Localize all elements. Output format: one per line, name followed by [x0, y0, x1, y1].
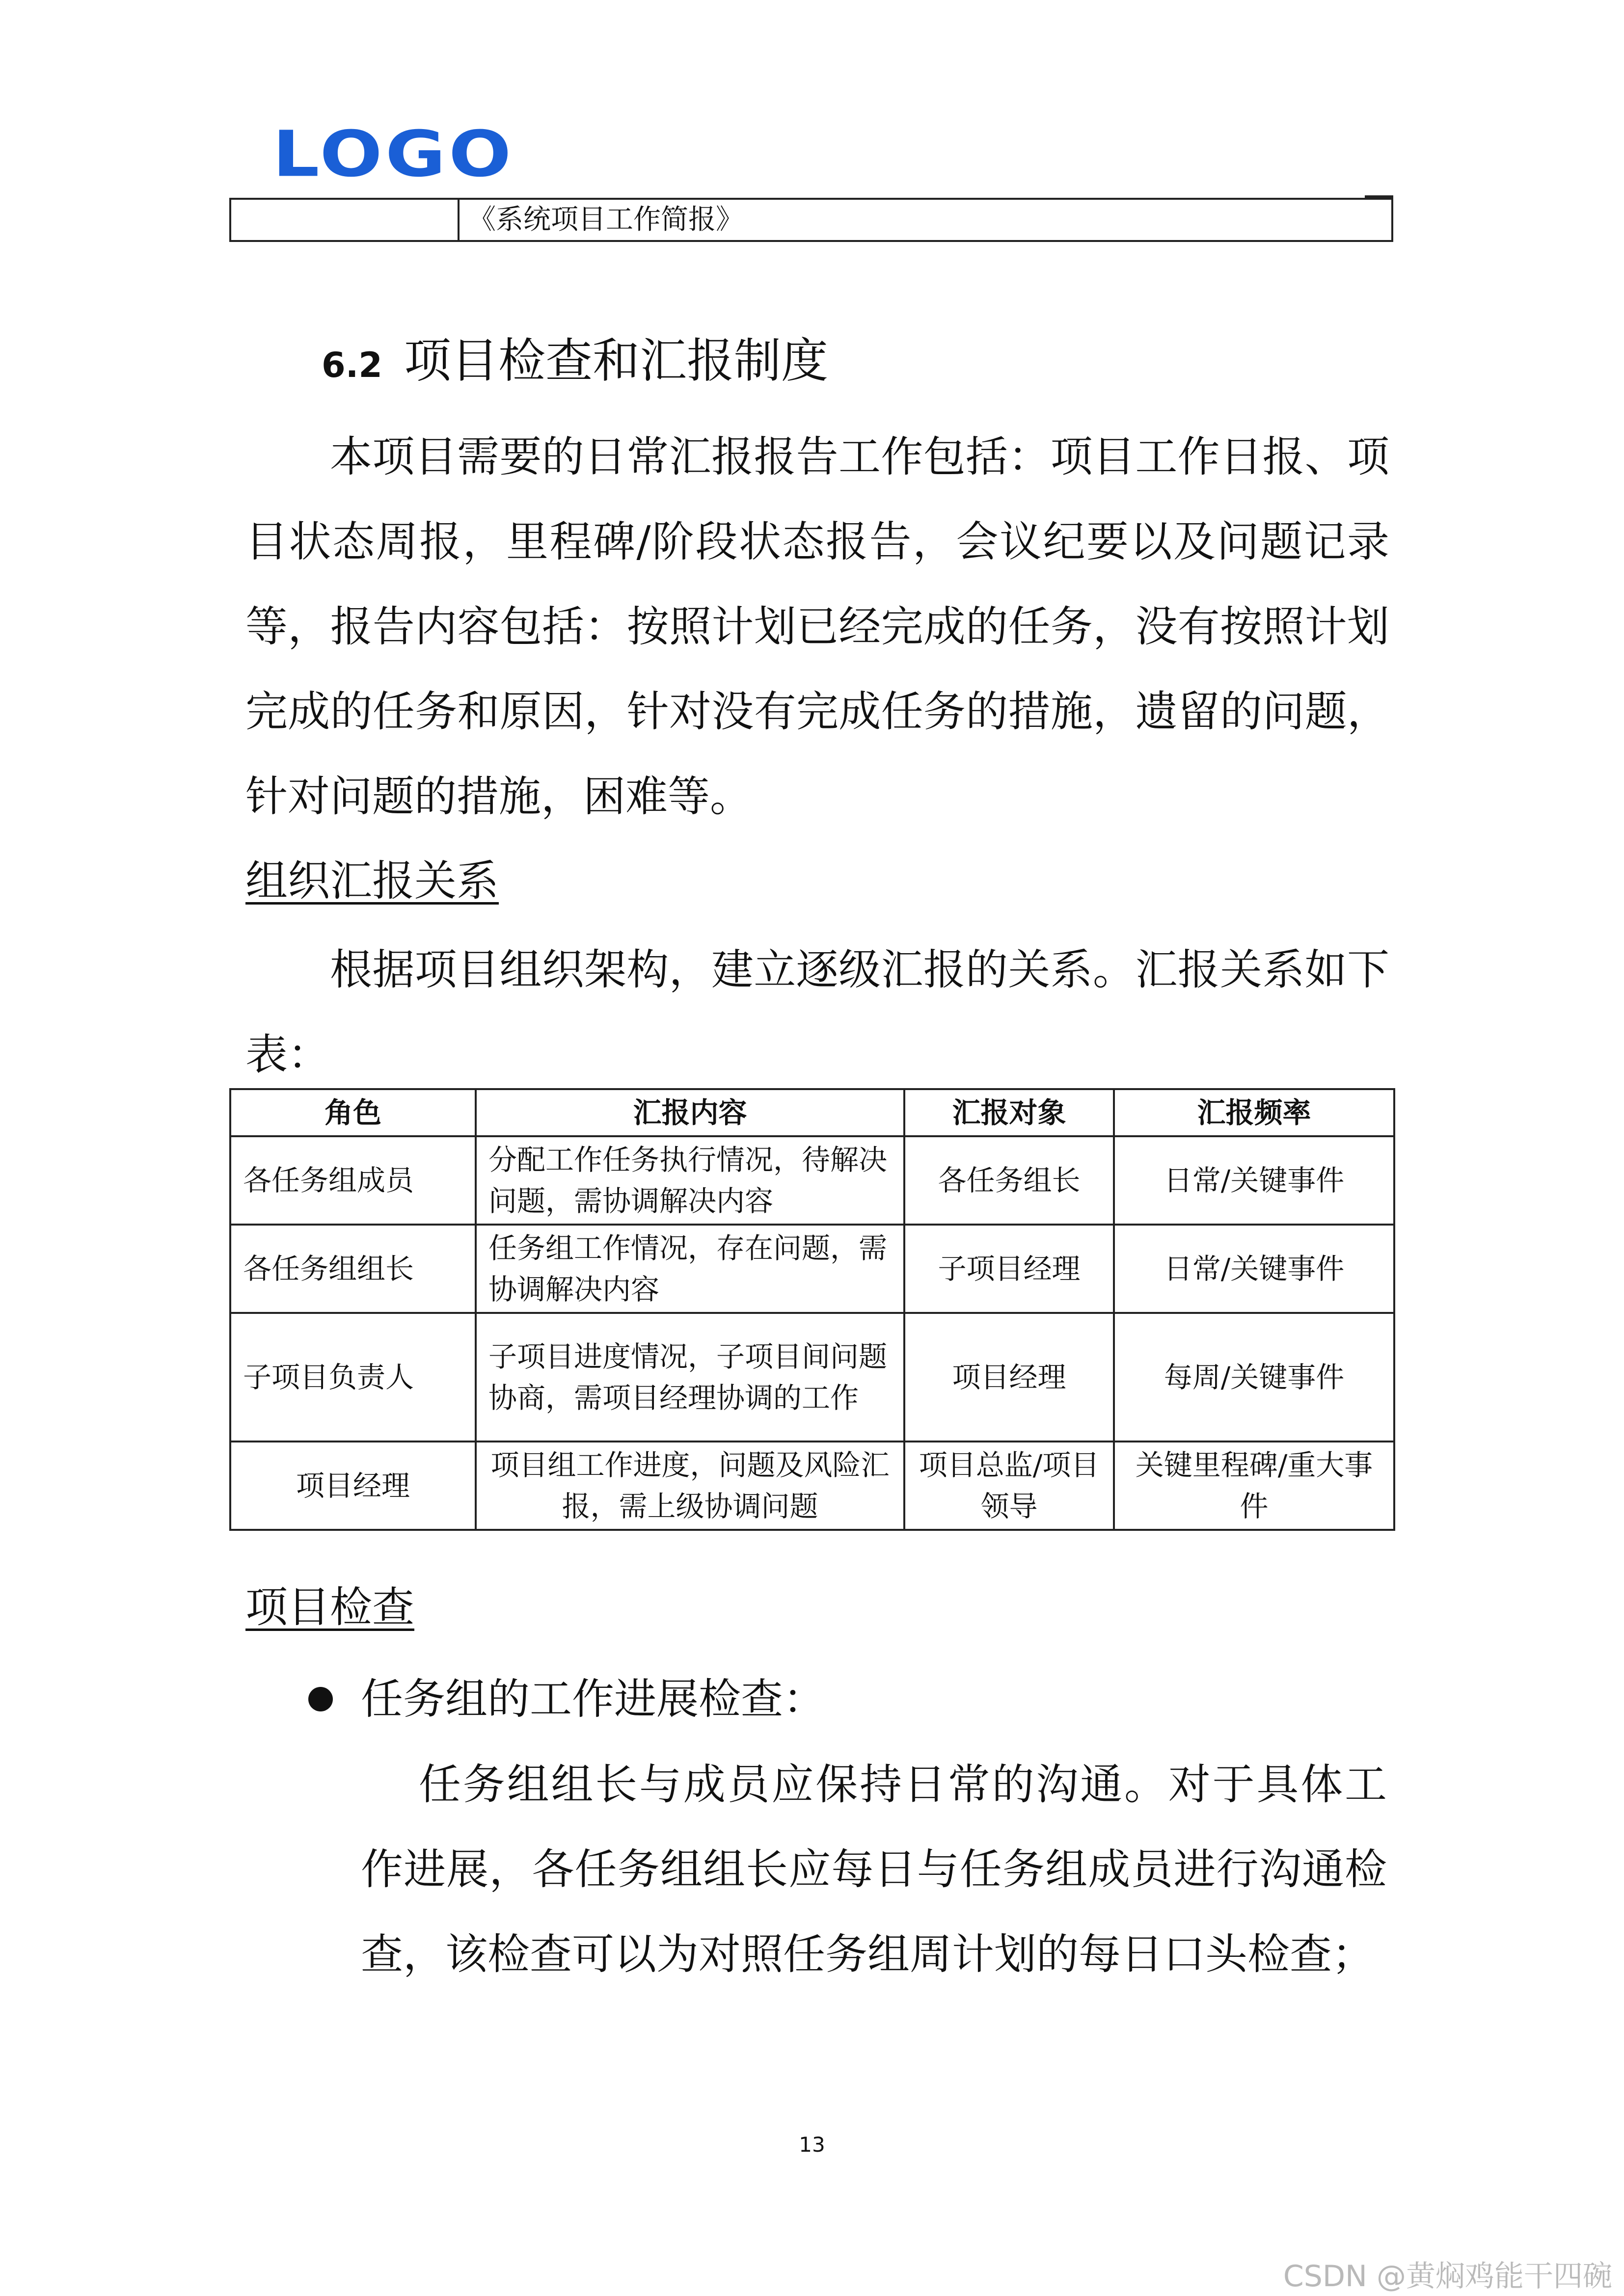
cell-frequency: 每周/关键事件: [1114, 1313, 1394, 1442]
cell-content: 项目组工作进度，问题及风险汇报，需上级协调问题: [476, 1442, 904, 1530]
watermark: CSDN @黄焖鸡能干四碗: [1283, 2259, 1612, 2294]
table-row: [230, 1136, 1394, 1225]
cell-target: 项目经理: [904, 1313, 1114, 1442]
cell-target: 项目总监/项目领导: [904, 1442, 1114, 1530]
cell-content: 分配工作任务执行情况，待解决问题，需协调解决内容: [476, 1136, 904, 1225]
header-content: 汇报内容: [476, 1089, 904, 1136]
bullet-dot-icon: [308, 1687, 333, 1711]
cell-role: 各任务组成员: [230, 1136, 476, 1225]
report-table: [229, 1088, 1395, 1531]
cell-frequency: 日常/关键事件: [1114, 1136, 1394, 1225]
header-box: [229, 198, 1393, 242]
header-target: 汇报对象: [904, 1089, 1114, 1136]
check-heading: 项目检查: [245, 1583, 414, 1632]
table-row: [230, 1313, 1394, 1442]
section-number: 6.2: [322, 345, 383, 385]
section-title: 项目检查和汇报制度: [404, 333, 829, 388]
bullet-item: 任务组的工作进展检查：: [361, 1675, 825, 1724]
header-frequency: 汇报频率: [1114, 1089, 1394, 1136]
cell-content: 任务组工作情况，存在问题，需协调解决内容: [476, 1225, 904, 1313]
cell-content: 子项目进度情况，子项目间问题协商，需项目经理协调的工作: [476, 1313, 904, 1442]
table-row: [230, 1442, 1394, 1530]
cell-role: 各任务组组长: [230, 1225, 476, 1313]
cell-frequency: 关键里程碑/重大事件: [1114, 1442, 1394, 1530]
doc-title: 《系统项目工作简报》: [468, 204, 743, 236]
intro-paragraph: 本项目需要的日常汇报报告工作包括：项目工作日报、项目状态周报，里程碑/阶段状态报告，会议纪要以及问题记录等，报告内容包括：按照计划已经完成的任务，没有按照计划完成的任务和原因，针对没有完成任务的措施，遗留的问题，针对问题的措施，困难等。: [245, 432, 1389, 821]
cell-target: 子项目经理: [904, 1225, 1114, 1313]
table-header-row: [230, 1089, 1394, 1136]
org-paragraph: 根据项目组织架构，建立逐级汇报的关系。汇报关系如下表：: [245, 945, 1389, 1079]
logo: LOGO: [272, 117, 514, 191]
header-role: 角色: [230, 1089, 476, 1136]
cell-role: 项目经理: [230, 1442, 476, 1530]
section-heading: [322, 329, 828, 397]
cell-target: 各任务组长: [904, 1136, 1114, 1225]
bullet-paragraph: 任务组组长与成员应保持日常的沟通。对于具体工作进展，各任务组组长应每日与任务组成员进行沟通检查，该检查可以为对照任务组周计划的每日口头检查；: [361, 1760, 1387, 1979]
table-row: [230, 1225, 1394, 1313]
page-number: 13: [799, 2133, 825, 2157]
org-heading: 组织汇报关系: [245, 856, 499, 906]
cell-frequency: 日常/关键事件: [1114, 1225, 1394, 1313]
cell-role: 子项目负责人: [230, 1313, 476, 1442]
header-cell-blank: [231, 200, 460, 240]
